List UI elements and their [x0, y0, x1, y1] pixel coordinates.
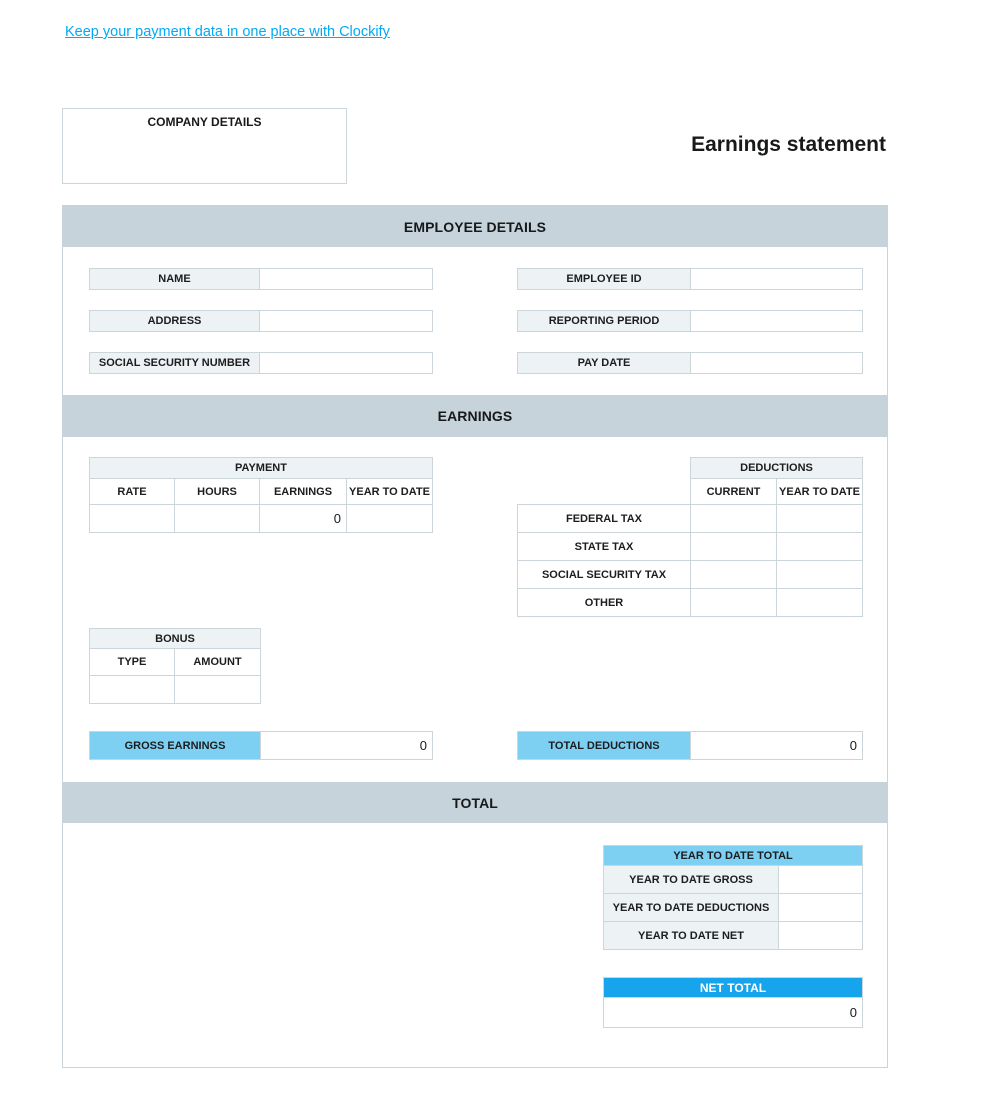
federal-tax-current-cell[interactable] [691, 505, 777, 533]
field-name [89, 268, 433, 290]
deductions-row-state-tax [518, 533, 863, 561]
page-title: Earnings statement [691, 133, 886, 156]
ytd-deductions-label: YEAR TO DATE DEDUCTIONS [604, 894, 779, 922]
gross-earnings-value-cell[interactable]: 0 [261, 732, 433, 760]
payment-col-earnings: EARNINGS [260, 479, 347, 505]
reporting-period-label: REPORTING PERIOD [518, 311, 691, 332]
field-pay-date [517, 352, 863, 374]
federal-tax-ytd-cell[interactable] [777, 505, 863, 533]
bonus-col-amount: AMOUNT [175, 649, 261, 676]
deductions-col-year-to-date: YEAR TO DATE [777, 479, 863, 505]
payment-table [89, 457, 433, 533]
bonus-amount-cell[interactable] [175, 676, 261, 704]
ytd-net-row [604, 922, 863, 950]
field-address [89, 310, 433, 332]
name-label: NAME [90, 269, 260, 290]
payment-ytd-cell[interactable] [347, 505, 433, 533]
social-security-tax-ytd-cell[interactable] [777, 561, 863, 589]
total-deductions-row [517, 731, 863, 760]
deductions-col-current: CURRENT [691, 479, 777, 505]
deductions-spacer [518, 458, 691, 479]
deductions-header-row [518, 479, 863, 505]
other-deduction-ytd-cell[interactable] [777, 589, 863, 617]
company-details-label: COMPANY DETAILS [147, 115, 262, 129]
bonus-table-title: BONUS [90, 629, 261, 649]
ssn-value-cell[interactable] [260, 353, 433, 374]
deductions-table-title: DEDUCTIONS [691, 458, 863, 479]
field-social-security-number [89, 352, 433, 374]
section-header-earnings: EARNINGS [63, 395, 887, 437]
payment-header-row [90, 479, 433, 505]
ytd-net-value-cell[interactable] [779, 922, 863, 950]
federal-tax-label: FEDERAL TAX [518, 505, 691, 533]
clockify-promo-link[interactable]: Keep your payment data in one place with Clockify [65, 24, 390, 40]
employee-id-label: EMPLOYEE ID [518, 269, 691, 290]
total-deductions-label: TOTAL DEDUCTIONS [518, 732, 691, 760]
field-employee-id [517, 268, 863, 290]
total-deductions-value-cell[interactable]: 0 [691, 732, 863, 760]
payment-hours-cell[interactable] [175, 505, 260, 533]
name-value-cell[interactable] [260, 269, 433, 290]
payment-data-row [90, 505, 433, 533]
deductions-row-federal-tax [518, 505, 863, 533]
address-label: ADDRESS [90, 311, 260, 332]
payment-earnings-cell[interactable]: 0 [260, 505, 347, 533]
ytd-gross-label: YEAR TO DATE GROSS [604, 866, 779, 894]
pay-date-value-cell[interactable] [691, 353, 863, 374]
social-security-tax-label: SOCIAL SECURITY TAX [518, 561, 691, 589]
payment-table-title: PAYMENT [90, 458, 433, 479]
net-total-table [603, 977, 863, 1028]
section-header-employee-details: EMPLOYEE DETAILS [63, 206, 887, 247]
social-security-tax-current-cell[interactable] [691, 561, 777, 589]
address-value-cell[interactable] [260, 311, 433, 332]
gross-earnings-label: GROSS EARNINGS [90, 732, 261, 760]
ytd-total-title: YEAR TO DATE TOTAL [604, 846, 863, 866]
other-deduction-current-cell[interactable] [691, 589, 777, 617]
net-total-value-cell[interactable]: 0 [604, 998, 863, 1028]
deductions-table [517, 457, 863, 617]
deductions-row-other [518, 589, 863, 617]
payment-col-hours: HOURS [175, 479, 260, 505]
payment-rate-cell[interactable] [90, 505, 175, 533]
ytd-net-label: YEAR TO DATE NET [604, 922, 779, 950]
section-header-total: TOTAL [63, 782, 887, 823]
bonus-header-row [90, 649, 261, 676]
ytd-gross-row [604, 866, 863, 894]
state-tax-ytd-cell[interactable] [777, 533, 863, 561]
pay-date-label: PAY DATE [518, 353, 691, 374]
ytd-deductions-row [604, 894, 863, 922]
gross-earnings-row [89, 731, 433, 760]
bonus-type-cell[interactable] [90, 676, 175, 704]
company-details-box[interactable] [62, 108, 347, 184]
bonus-col-type: TYPE [90, 649, 175, 676]
ytd-deductions-value-cell[interactable] [779, 894, 863, 922]
field-reporting-period [517, 310, 863, 332]
payment-col-rate: RATE [90, 479, 175, 505]
ssn-label: SOCIAL SECURITY NUMBER [90, 353, 260, 374]
ytd-gross-value-cell[interactable] [779, 866, 863, 894]
state-tax-current-cell[interactable] [691, 533, 777, 561]
state-tax-label: STATE TAX [518, 533, 691, 561]
bonus-data-row [90, 676, 261, 704]
other-deduction-label: OTHER [518, 589, 691, 617]
reporting-period-value-cell[interactable] [691, 311, 863, 332]
deductions-row-social-security-tax [518, 561, 863, 589]
bonus-table [89, 628, 261, 704]
net-total-title: NET TOTAL [604, 978, 863, 998]
year-to-date-total-table [603, 845, 863, 950]
deductions-spacer [518, 479, 691, 505]
employee-id-value-cell[interactable] [691, 269, 863, 290]
payment-col-year-to-date: YEAR TO DATE [347, 479, 433, 505]
